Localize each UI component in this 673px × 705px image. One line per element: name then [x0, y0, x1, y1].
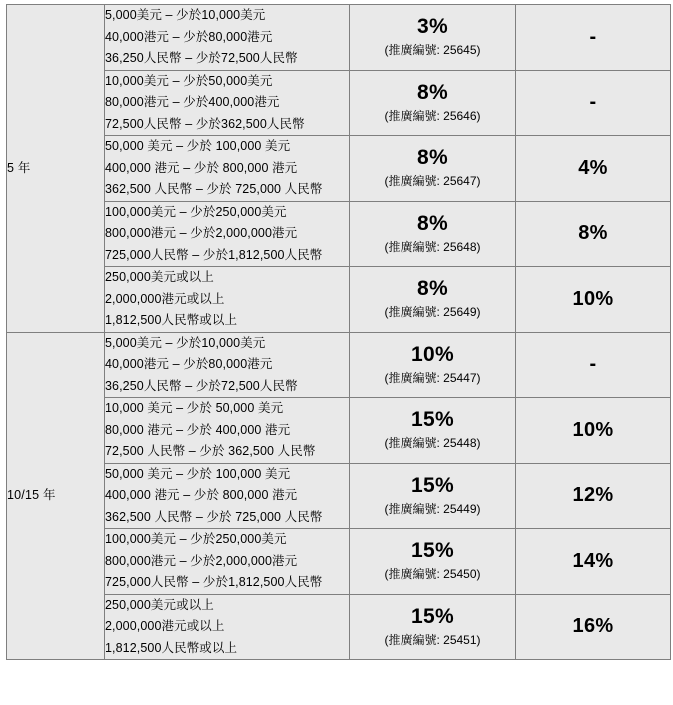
amount-line-usd: 250,000美元或以上 — [105, 270, 214, 284]
amount-line-usd: 50,000 美元 – 少於 100,000 美元 — [105, 466, 291, 481]
amount-line-hkd: 800,000港元 – 少於2,000,000港元 — [105, 553, 298, 568]
table-row — [7, 529, 671, 595]
bonus-percent: 15% — [411, 473, 454, 497]
promo-code: (推廣編號: 25448) — [384, 436, 481, 451]
table-row — [7, 398, 671, 464]
premium-amount-cell — [105, 529, 350, 595]
amount-line-hkd: 2,000,000港元或以上 — [105, 291, 225, 306]
document-page — [0, 4, 673, 705]
bonus-percent: 15% — [411, 604, 454, 628]
premium-amount-cell — [105, 398, 350, 464]
table-body — [7, 5, 671, 660]
promo-code: (推廣編號: 25449) — [384, 501, 481, 516]
table-row — [7, 136, 671, 202]
amount-line-hkd: 80,000港元 – 少於400,000港元 — [105, 95, 280, 109]
promo-code: (推廣編號: 25648) — [384, 239, 481, 254]
table-row — [7, 201, 671, 267]
promo-bonus-cell — [350, 594, 516, 660]
amount-line-usd: 10,000美元 – 少於50,000美元 — [105, 73, 273, 88]
bonus-percent: 10% — [411, 342, 454, 366]
extra-bonus-cell: 16% — [516, 594, 671, 660]
extra-bonus-cell: - — [516, 5, 671, 71]
table-row — [7, 70, 671, 136]
promo-bonus-cell — [350, 332, 516, 398]
promo-bonus-cell — [350, 463, 516, 529]
amount-line-rmb: 36,250人民幣 – 少於72,500人民幣 — [105, 51, 298, 65]
bonus-percent: 15% — [411, 539, 454, 563]
bonus-percent: 8% — [417, 277, 448, 301]
extra-bonus-cell: 12% — [516, 463, 671, 529]
promo-code: (推廣編號: 25451) — [384, 632, 481, 647]
promo-bonus-cell — [350, 201, 516, 267]
promo-bonus-cell — [350, 398, 516, 464]
amount-line-rmb: 362,500 人民幣 – 少於 725,000 人民幣 — [105, 182, 323, 196]
extra-bonus-cell: 8% — [516, 201, 671, 267]
promo-code: (推廣編號: 25450) — [384, 567, 481, 582]
extra-bonus-cell: 10% — [516, 398, 671, 464]
premium-amount-cell — [105, 136, 350, 202]
premium-amount-cell — [105, 463, 350, 529]
amount-line-rmb: 725,000人民幣 – 少於1,812,500人民幣 — [105, 247, 323, 262]
amount-line-rmb: 725,000人民幣 – 少於1,812,500人民幣 — [105, 575, 323, 589]
bonus-percent: 15% — [411, 408, 454, 432]
policy-term-cell: 5 年 — [7, 5, 105, 333]
amount-line-rmb: 362,500 人民幣 – 少於 725,000 人民幣 — [105, 509, 323, 524]
promo-bonus-cell — [350, 70, 516, 136]
promo-bonus-cell — [350, 529, 516, 595]
extra-bonus-cell: - — [516, 70, 671, 136]
premium-amount-cell — [105, 5, 350, 71]
premium-amount-cell — [105, 332, 350, 398]
promo-code: (推廣編號: 25447) — [384, 370, 481, 385]
amount-line-usd: 50,000 美元 – 少於 100,000 美元 — [105, 139, 291, 153]
table-row — [7, 332, 671, 398]
premium-amount-cell — [105, 267, 350, 333]
amount-line-hkd: 80,000 港元 – 少於 400,000 港元 — [105, 422, 291, 437]
promo-bonus-cell — [350, 5, 516, 71]
promo-bonus-cell — [350, 136, 516, 202]
amount-line-hkd: 40,000港元 – 少於80,000港元 — [105, 29, 273, 44]
policy-term-cell: 10/15 年 — [7, 332, 105, 660]
bonus-percent: 8% — [417, 146, 448, 170]
amount-line-rmb: 36,250人民幣 – 少於72,500人民幣 — [105, 378, 298, 393]
promo-code: (推廣編號: 25646) — [384, 108, 481, 123]
extra-bonus-cell: 4% — [516, 136, 671, 202]
amount-line-usd: 100,000美元 – 少於250,000美元 — [105, 532, 287, 546]
premium-amount-cell — [105, 594, 350, 660]
bonus-percent: 8% — [417, 211, 448, 235]
amount-line-hkd: 800,000港元 – 少於2,000,000港元 — [105, 226, 298, 240]
promo-code: (推廣編號: 25649) — [384, 305, 481, 320]
amount-line-hkd: 400,000 港元 – 少於 800,000 港元 — [105, 488, 298, 502]
amount-line-hkd: 40,000港元 – 少於80,000港元 — [105, 357, 273, 371]
amount-line-rmb: 72,500 人民幣 – 少於 362,500 人民幣 — [105, 444, 316, 458]
promo-bonus-cell — [350, 267, 516, 333]
premium-amount-cell — [105, 70, 350, 136]
amount-line-usd: 100,000美元 – 少於250,000美元 — [105, 204, 287, 219]
premium-amount-cell — [105, 201, 350, 267]
premium-bonus-table — [6, 4, 671, 660]
table-row — [7, 267, 671, 333]
bonus-percent: 8% — [417, 80, 448, 104]
extra-bonus-cell: - — [516, 332, 671, 398]
amount-line-rmb: 72,500人民幣 – 少於362,500人民幣 — [105, 116, 305, 131]
amount-line-usd: 10,000 美元 – 少於 50,000 美元 — [105, 401, 284, 415]
table-row — [7, 463, 671, 529]
amount-line-usd: 250,000美元或以上 — [105, 597, 214, 612]
amount-line-hkd: 400,000 港元 – 少於 800,000 港元 — [105, 160, 298, 175]
amount-line-usd: 5,000美元 – 少於10,000美元 — [105, 335, 266, 350]
amount-line-rmb: 1,812,500人民幣或以上 — [105, 640, 238, 655]
promo-code: (推廣編號: 25645) — [384, 43, 481, 58]
table-row — [7, 5, 671, 71]
amount-line-usd: 5,000美元 – 少於10,000美元 — [105, 8, 266, 22]
amount-line-hkd: 2,000,000港元或以上 — [105, 619, 225, 633]
table-row — [7, 594, 671, 660]
promo-code: (推廣編號: 25647) — [384, 174, 481, 189]
extra-bonus-cell: 10% — [516, 267, 671, 333]
bonus-percent: 3% — [417, 15, 448, 39]
amount-line-rmb: 1,812,500人民幣或以上 — [105, 313, 238, 327]
extra-bonus-cell: 14% — [516, 529, 671, 595]
